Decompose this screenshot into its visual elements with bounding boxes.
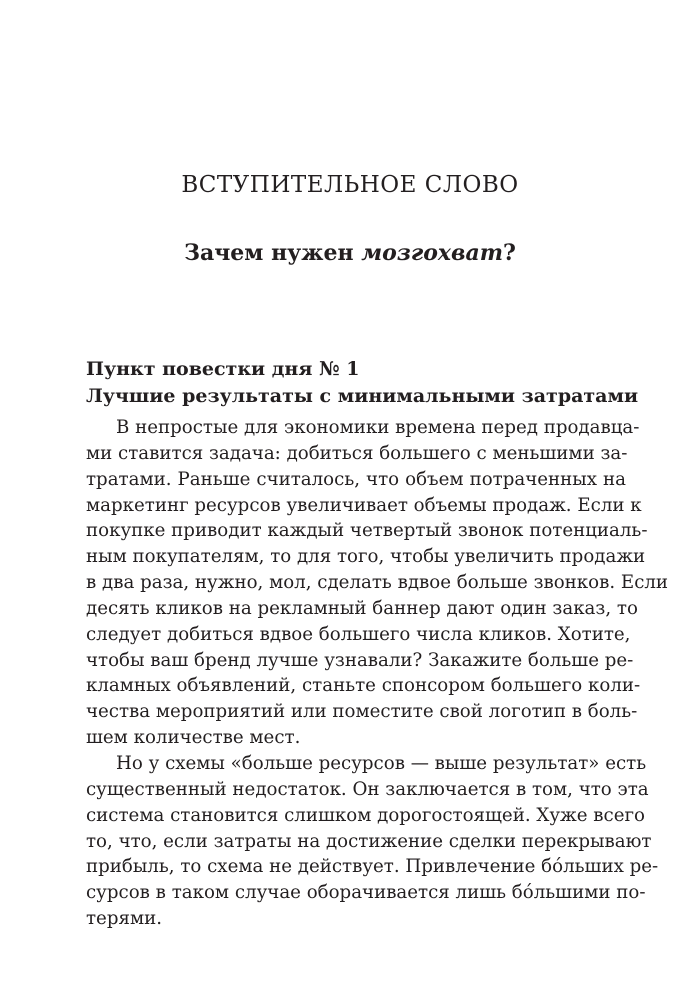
text-line: терями. [86, 908, 162, 930]
text-line: десять кликов на рекламный баннер дают один заказ, то [86, 597, 638, 619]
text-line: сурсов в таком случае оборачивается лишь бóльшими по- [86, 882, 646, 904]
text-line: то, что, если затраты на достижение сделки перекрывают [86, 830, 652, 852]
chapter-subtitle [0, 240, 700, 266]
text-line: чтобы ваш бренд лучше узнавали? Закажите больше ре- [86, 649, 634, 671]
text-line: Но у схемы «больше ресурсов — выше результат» есть [116, 752, 647, 774]
section-heading-line-2: Лучшие результаты с минимальными затратами [86, 385, 639, 407]
subtitle-italic-term: мозгохват [361, 240, 504, 266]
text-line: в два раза, нужно, мол, сделать вдвое больше звонков. Если [86, 572, 669, 594]
text-line: кламных объявлений, станьте спонсором большего коли- [86, 675, 641, 697]
text-line: В непростые для экономики времена перед продавца- [116, 417, 640, 438]
text-line: чества мероприятий или поместите свой логотип в боль- [86, 701, 638, 723]
text-line: прибыль, то схема не действует. Привлечение бóльших ре- [86, 856, 659, 878]
section-heading-line-1: Пункт повестки дня № 1 [86, 358, 360, 380]
text-line: покупке приводит каждый четвертый звонок потенциаль- [86, 520, 648, 542]
section-heading [86, 356, 646, 410]
text-line: следует добиться вдвое большего числа кликов. Хотите, [86, 623, 631, 645]
text-line: система становится слишком дорогостоящей. Хуже всего [86, 804, 645, 826]
text-line: тратами. Раньше считалось, что объем потраченных на [86, 468, 626, 490]
body-text [86, 415, 669, 932]
chapter-title: ВСТУПИТЕЛЬНОЕ СЛОВО [181, 172, 519, 198]
text-line: ным покупателям, то для того, чтобы увеличить продажи [86, 546, 646, 568]
text-line: существенный недостаток. Он заключается в том, что эта [86, 778, 649, 800]
text-line: шем количестве мест. [86, 727, 301, 749]
text-line: ми ставится задача: добиться большего с меньшими за- [86, 442, 628, 464]
subtitle-plain: Зачем нужен [184, 240, 362, 266]
text-line: маркетинг ресурсов увеличивает объемы продаж. Если к [86, 494, 642, 516]
subtitle-end: ? [503, 240, 516, 266]
